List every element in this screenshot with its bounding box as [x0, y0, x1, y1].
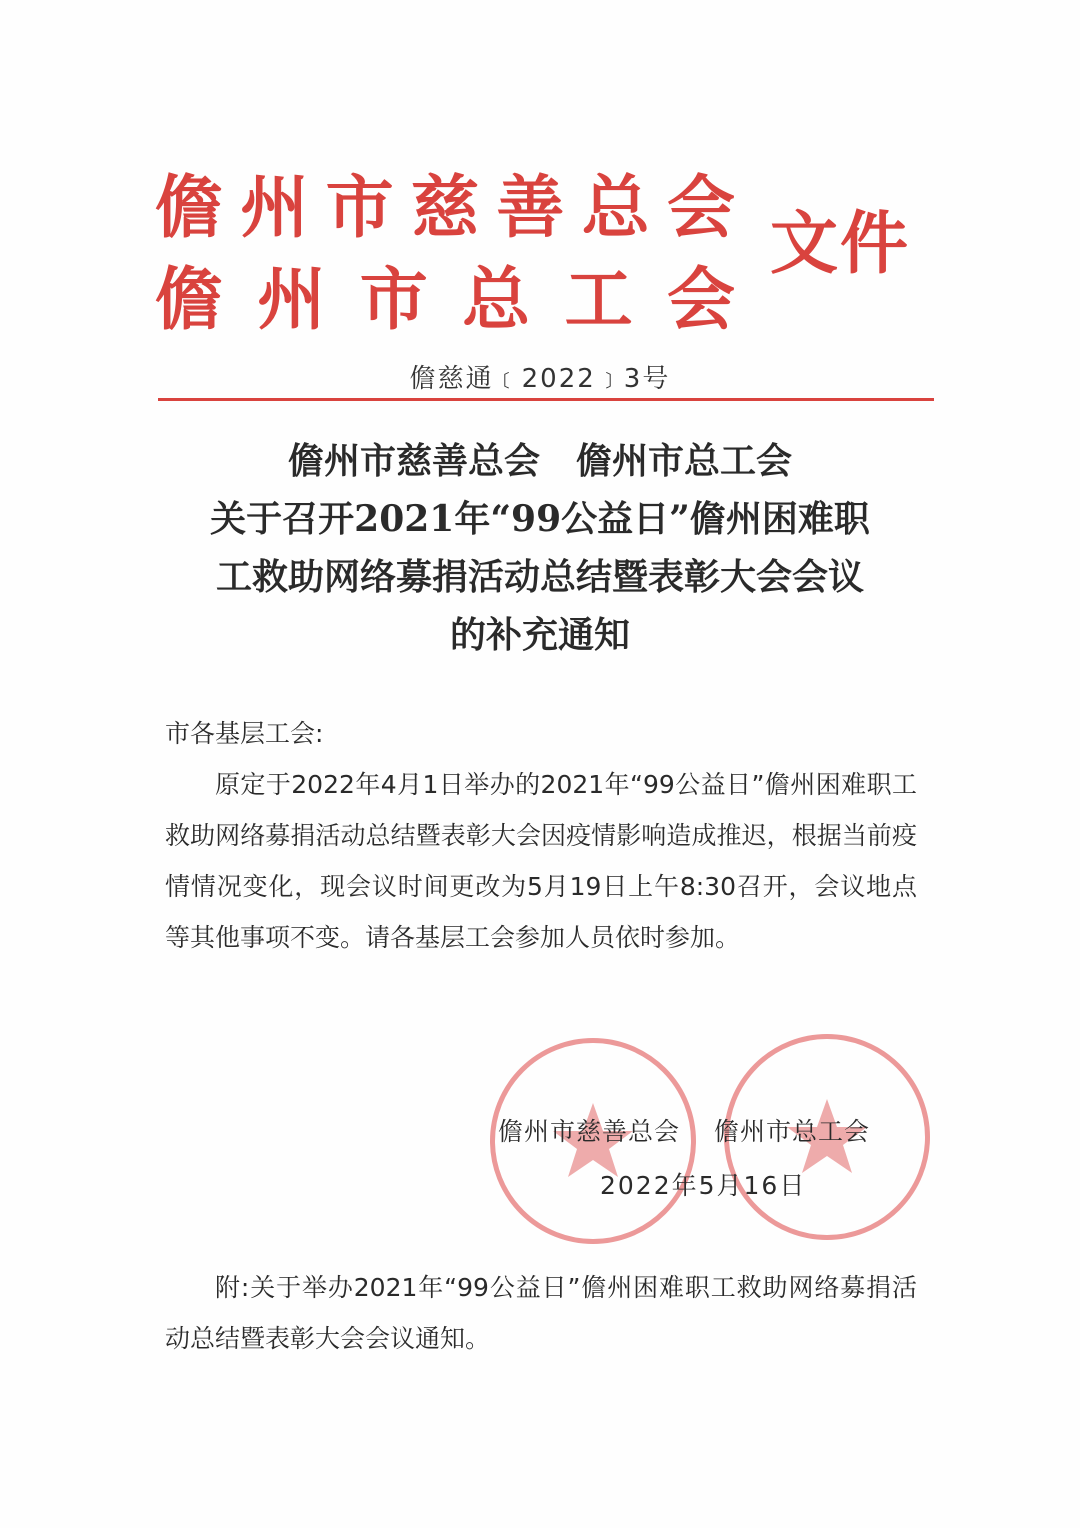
- salutation: 市各基层工会:: [165, 719, 324, 748]
- title-line: 关于召开2021年“99公益日”儋州困难职: [210, 498, 870, 540]
- signatory-organizations: [498, 1112, 870, 1148]
- title-line: 工救助网络募捐活动总结暨表彰大会会议: [215, 556, 864, 598]
- document-number: 儋慈通﹝2022﹞3号: [409, 364, 671, 394]
- signature-block: [0, 1030, 1080, 1250]
- issue-date: 2022年5月16日: [600, 1171, 807, 1200]
- document-header: [155, 168, 935, 348]
- document-title: [140, 432, 940, 664]
- header-divider: [158, 398, 934, 401]
- document-body: [165, 708, 917, 963]
- title-line: 儋州市慈善总会 儋州市总工会: [287, 440, 792, 482]
- attachment-note: 附:关于举办2021年“99公益日”儋州困难职工救助网络募捐活动总结暨表彰大会会议通知。: [165, 1273, 917, 1353]
- issuer-name-charity-federation: 儋 州 市 慈 善 总 会: [155, 168, 735, 248]
- issuer-name-trade-union: 儋 州 市 总 工 会: [155, 260, 735, 340]
- signatory-charity-federation: 儋州市慈善总会: [498, 1117, 681, 1146]
- document-type-label: 文件: [770, 204, 911, 284]
- title-line: 的补充通知: [449, 614, 630, 656]
- signatory-trade-union: 儋州市总工会: [714, 1117, 871, 1146]
- body-paragraph: 原定于2022年4月1日举办的2021年“99公益日”儋州困难职工救助网络募捐活动总结暨表彰大会因疫情影响造成推迟，根据当前疫情情况变化，现会议时间更改为5月19日上午8:30召开，会议地点等其他事项不变。请各基层工会参加人员依时参加。: [165, 770, 917, 952]
